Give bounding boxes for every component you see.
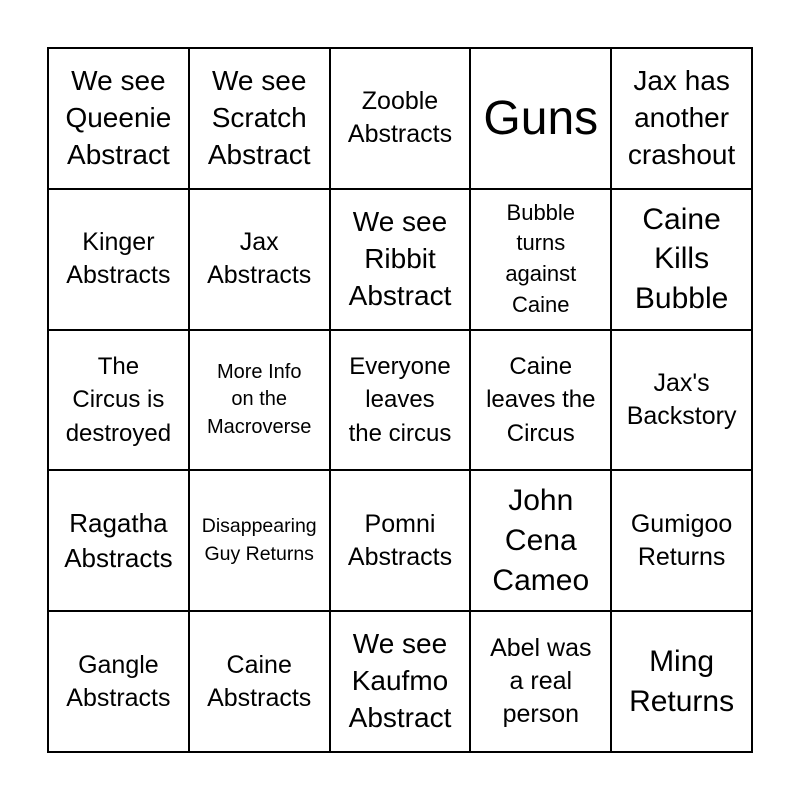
bingo-cell-r1c3[interactable] <box>331 49 472 190</box>
cell-text: Caine Abstracts <box>207 650 312 712</box>
bingo-cell-r5c1[interactable] <box>49 612 190 753</box>
cell-text: Abel was a real person <box>490 634 592 729</box>
cell-text: Pomni Abstracts <box>347 509 453 571</box>
bingo-cell-r5c3[interactable] <box>331 612 472 753</box>
bingo-cell-r3c4[interactable] <box>471 331 612 472</box>
bingo-cell-r2c4[interactable] <box>471 190 612 331</box>
cell-text: Disappearing Guy Returns <box>201 515 317 565</box>
bingo-cell-r2c3[interactable] <box>331 190 472 331</box>
bingo-cell-r2c5[interactable] <box>612 190 753 331</box>
bingo-cell-r4c1[interactable] <box>49 471 190 612</box>
cell-text: Jax has another crashout <box>627 64 736 170</box>
cell-text: The Circus is destroyed <box>65 352 172 447</box>
cell-text: Jax's Backstory <box>626 368 737 430</box>
cell-text: Bubble turns against Caine <box>505 199 577 317</box>
cell-text: Ragatha Abstracts <box>64 508 173 573</box>
cell-text: Gangle Abstracts <box>66 650 171 712</box>
bingo-cell-r2c2[interactable] <box>190 190 331 331</box>
cell-text: John Cena Cameo <box>492 484 590 597</box>
bingo-cell-r1c5[interactable] <box>612 49 753 190</box>
cell-text: We see Kaufmo Abstract <box>348 628 452 734</box>
bingo-cell-r1c2[interactable] <box>190 49 331 190</box>
bingo-cell-r3c5[interactable] <box>612 331 753 472</box>
cell-text: We see Queenie Abstract <box>65 64 172 170</box>
cell-text: Ming Returns <box>629 645 735 718</box>
bingo-cell-r5c4[interactable] <box>471 612 612 753</box>
bingo-cell-r5c2[interactable] <box>190 612 331 753</box>
cell-text: Kinger Abstracts <box>66 228 171 290</box>
cell-text: Caine leaves the Circus <box>486 352 596 447</box>
bingo-cell-r3c3[interactable] <box>331 331 472 472</box>
bingo-cell-r3c1[interactable] <box>49 331 190 472</box>
cell-text: We see Ribbit Abstract <box>348 205 452 311</box>
bingo-cell-r4c5[interactable] <box>612 471 753 612</box>
cell-text: Zooble Abstracts <box>347 87 453 149</box>
bingo-cell-r4c3[interactable] <box>331 471 472 612</box>
cell-text: Everyone leaves the circus <box>348 352 452 447</box>
cell-text: We see Scratch Abstract <box>207 64 311 170</box>
bingo-cell-r4c4[interactable] <box>471 471 612 612</box>
cell-text: Caine Kills Bubble <box>634 202 729 315</box>
cell-text: More Info on the Macroverse <box>206 360 312 438</box>
bingo-cell-r2c1[interactable] <box>49 190 190 331</box>
bingo-cell-r5c5[interactable] <box>612 612 753 753</box>
bingo-cell-r1c4[interactable] <box>471 49 612 190</box>
cell-text: Guns <box>483 91 599 145</box>
bingo-cell-r4c2[interactable] <box>190 471 331 612</box>
cell-text: Gumigoo Returns <box>630 509 733 571</box>
bingo-cell-r1c1[interactable] <box>49 49 190 190</box>
bingo-board <box>47 47 753 753</box>
cell-text: Jax Abstracts <box>207 228 312 290</box>
bingo-cell-r3c2[interactable] <box>190 331 331 472</box>
